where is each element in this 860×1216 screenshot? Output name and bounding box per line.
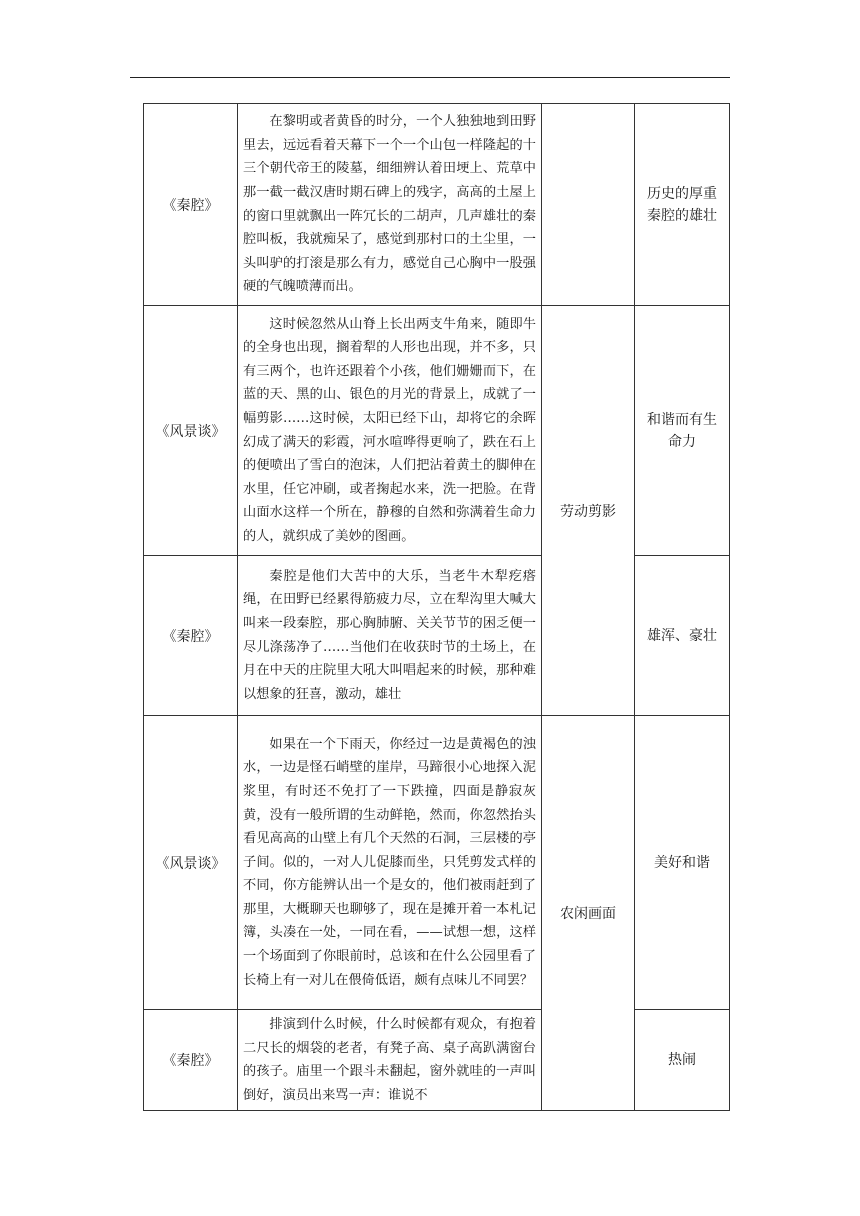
theme-cell: 雄浑、豪壮	[635, 556, 730, 716]
table-row	[144, 716, 730, 1010]
passage-cell: 在黎明或者黄昏的时分，一个人独独地到田野里去，远远看着天幕下一个一个山包一样隆起的十三个朝代帝王的陵墓，细细辨认着田埂上、荒草中那一截一截汉唐时期石碑上的残字，高高的土屋上的窗口里就飘出一阵冗长的二胡声，几声雄壮的秦腔叫板，我就痴呆了，感觉到那村口的土尘里，一头叫驴的打滚是那么有力，感觉自己心胸中一股强硬的气魄喷薄而出。	[238, 104, 542, 306]
passage-cell: 秦腔是他们大苦中的大乐，当老牛木犁疙瘩绳，在田野已经累得筋疲力尽，立在犁沟里大喊大叫来一段秦腔，那心胸肺腑、关关节节的困乏便一尽儿涤荡净了……当他们在收获时节的土场上，在月在中天的庄院里大吼大叫唱起来的时候，那种难以想象的狂喜，激动，雄壮	[238, 556, 542, 716]
theme-cell: 历史的厚重秦腔的雄壮	[635, 104, 730, 306]
header-rule	[130, 77, 730, 78]
comparison-table	[143, 103, 730, 1111]
passage-cell: 排演到什么时候，什么时候都有观众，有抱着二尺长的烟袋的老者，有凳子高、桌子高趴满窗台的孩子。庙里一个跟斗未翻起，窗外就哇的一声叫倒好，演员出来骂一声：谁说不	[238, 1010, 542, 1111]
table-row	[144, 1010, 730, 1111]
passage-cell: 如果在一个下雨天，你经过一边是黄褐色的浊水，一边是怪石峭壁的崖岸，马蹄很小心地探入泥浆里，有时还不免打了一下跌撞，四面是静寂灰黄，没有一般所谓的生动鲜艳，然而，你忽然抬头看见高高的山壁上有几个天然的石洞，三层楼的亭子间。似的，一对人儿促膝而坐，只凭剪发式样的不同，你方能辨认出一个是女的，他们被雨赶到了那里，大概聊天也聊够了，现在是摊开着一本札记簿，头凑在一处，一同在看，——试想一想，这样一个场面到了你眼前时，总该和在什么公园里看了长椅上有一对儿在偎倚低语，颇有点味儿不同罢？	[238, 716, 542, 1010]
table-row	[144, 556, 730, 716]
scene-cell: 农闲画面	[542, 716, 635, 1111]
source-cell: 《风景谈》	[144, 306, 238, 556]
source-cell: 《秦腔》	[144, 104, 238, 306]
theme-cell: 和谐而有生命力	[635, 306, 730, 556]
source-cell: 《秦腔》	[144, 1010, 238, 1111]
passage-cell: 这时候忽然从山脊上长出两支牛角来，随即牛的全身也出现，搁着犁的人形也出现，并不多，只有三两个，也许还跟着个小孩，他们姗姗而下，在蓝的天、黑的山、银色的月光的背景上，成就了一幅剪影……这时候，太阳已经下山，却将它的余晖幻成了满天的彩霞，河水喧哗得更响了，跌在石上的便喷出了雪白的泡沫，人们把沾着黄土的脚伸在水里，任它冲刷，或者掬起水来，洗一把脸。在背山面水这样一个所在，静穆的自然和弥满着生命力的人，就织成了美妙的图画。	[238, 306, 542, 556]
theme-cell: 美好和谐	[635, 716, 730, 1010]
scene-cell: 劳动剪影	[542, 306, 635, 716]
table-row	[144, 104, 730, 306]
theme-cell: 热闹	[635, 1010, 730, 1111]
source-cell: 《秦腔》	[144, 556, 238, 716]
table-row	[144, 306, 730, 556]
source-cell: 《风景谈》	[144, 716, 238, 1010]
scene-cell-empty	[542, 104, 635, 306]
